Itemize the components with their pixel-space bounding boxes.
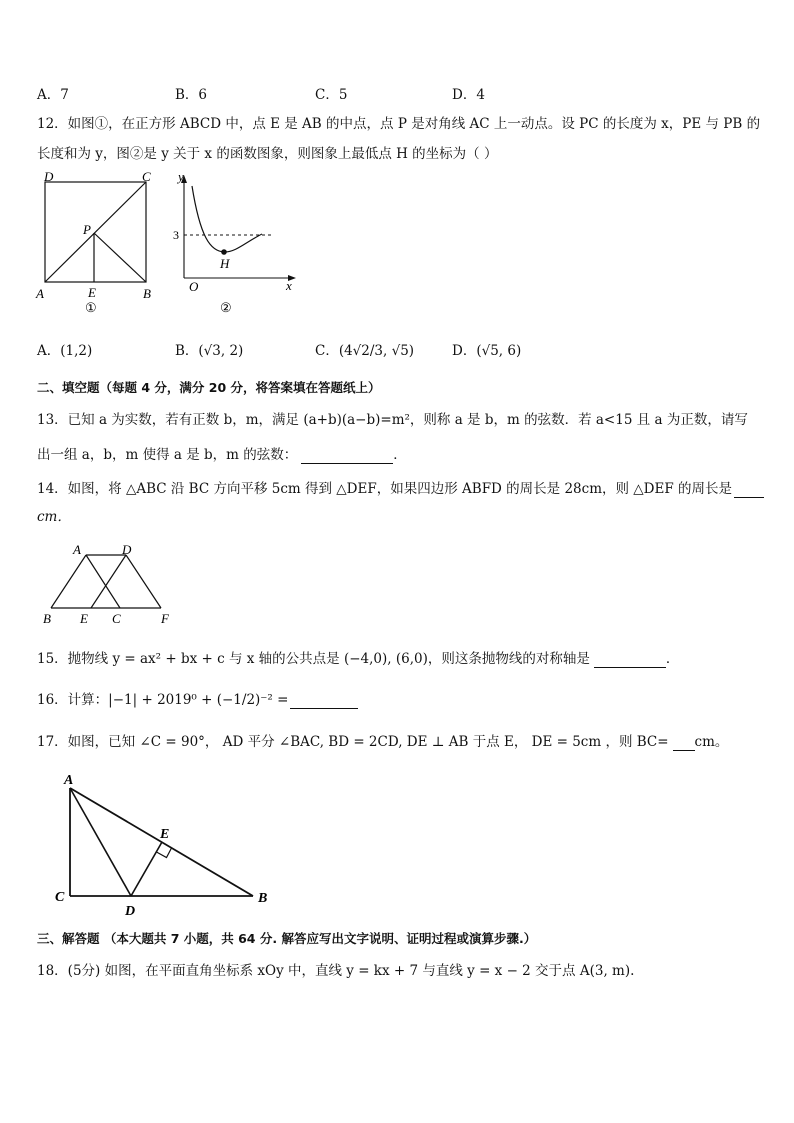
q14-label-b: B bbox=[43, 611, 51, 626]
fig2-label-h: H bbox=[220, 256, 230, 271]
q12-option-b: B．(√3, 2) bbox=[175, 343, 244, 359]
q14-label-d: D bbox=[122, 542, 132, 557]
section-2-header: 二、填空题（每题 4 分，满分 20 分，将答案填在答题纸上） bbox=[37, 380, 381, 395]
q17-label-a: A bbox=[64, 773, 74, 788]
fig1-label-c: C bbox=[142, 169, 151, 184]
q15-stem: 15．抛物线 y = ax² + bx + c 与 x 轴的公共点是 (−4,0), (6,0)，则这条抛物线的对称轴是 ． bbox=[37, 651, 680, 667]
q13-stem-line1: 13．已知 a 为实数，若有正数 b，m，满足 (a+b)(a−b)=m²，则称 a 是 b，m 的弦数．若 a<15 且 a 为正数，请写 bbox=[37, 412, 748, 428]
q13-stem-line2: 出一组 a，b，m 使得 a 是 b，m 的弦数： ． bbox=[37, 447, 407, 463]
q14-figure-translation bbox=[40, 540, 180, 628]
q11-option-d: D．4 bbox=[452, 87, 485, 103]
q12-option-c: C．(4√2/3, √5) bbox=[315, 343, 415, 359]
fig1-label-e: E bbox=[88, 285, 96, 300]
q17-label-d: D bbox=[125, 904, 136, 919]
fig1-label-p: P bbox=[83, 222, 91, 237]
q17-answer-blank[interactable] bbox=[673, 736, 695, 751]
q17-label-b: B bbox=[258, 891, 268, 906]
q14-stem-line1-text: 14．如图，将 △ABC 沿 BC 方向平移 5cm 得到 △DEF，如果四边形 ABFD 的周长是 28cm，则 △DEF 的周长是 bbox=[37, 481, 733, 497]
q15-stem-text: 15．抛物线 y = ax² + bx + c 与 x 轴的公共点是 (−4,0), (6,0)，则这条抛物线的对称轴是 bbox=[37, 651, 590, 667]
fig2-caption: ② bbox=[220, 300, 232, 315]
q12-option-d: D．(√5, 6) bbox=[452, 343, 522, 359]
q15-answer-blank[interactable] bbox=[594, 653, 666, 668]
fig2-label-o: O bbox=[189, 279, 199, 294]
q13-stem-line2-text: 出一组 a，b，m 使得 a 是 b，m 的弦数： bbox=[37, 447, 298, 463]
q17-stem bbox=[37, 733, 728, 751]
fig1-label-a: A bbox=[36, 286, 44, 301]
section-3-header: 三、解答题 （本大题共 7 小题，共 64 分. 解答应写出文字说明、证明过程或演算步骤.） bbox=[37, 931, 537, 946]
q14-label-f: F bbox=[161, 611, 169, 626]
q17-label-e: E bbox=[160, 827, 170, 842]
q13-answer-blank[interactable] bbox=[301, 449, 393, 464]
q16-stem bbox=[37, 691, 358, 709]
q12-figure-graph bbox=[170, 166, 305, 316]
q14-stem-line1 bbox=[37, 480, 764, 498]
fig2-label-y: y bbox=[178, 169, 184, 184]
fig2-label-three: 3 bbox=[173, 228, 179, 242]
q12-figure-square bbox=[33, 166, 163, 316]
q12-option-a: A．(1,2) bbox=[37, 343, 93, 359]
q17-stem-text: 17．如图，已知 ∠C = 90°， AD 平分 ∠BAC, BD = 2CD, DE ⊥ AB 于点 E， DE = 5cm ，则 BC= bbox=[37, 734, 669, 750]
q18-stem: 18．(5分) 如图，在平面直角坐标系 xOy 中，直线 y = kx + 7 与直线 y = x − 2 交于点 A(3, m). bbox=[37, 963, 635, 979]
q17-figure-triangle bbox=[50, 768, 280, 923]
q11-option-b: B．6 bbox=[175, 87, 208, 103]
q17-label-c: C bbox=[55, 890, 65, 905]
q14-stem-line2: cm． bbox=[37, 509, 71, 525]
q17-stem-tail: cm。 bbox=[694, 734, 729, 750]
q12-stem-line1: 12．如图①，在正方形 ABCD 中，点 E 是 AB 的中点，点 P 是对角线 AC 上一动点。设 PC 的长度为 x，PE 与 PB 的 bbox=[37, 116, 761, 132]
q14-label-c: C bbox=[112, 611, 121, 626]
fig2-label-x: x bbox=[286, 278, 292, 293]
q14-answer-blank[interactable] bbox=[734, 483, 764, 498]
q11-option-a: A．7 bbox=[37, 87, 69, 103]
q12-stem-line2: 长度和为 y，图②是 y 关于 x 的函数图象，则图象上最低点 H 的坐标为（ ） bbox=[37, 146, 498, 162]
fig1-label-b: B bbox=[143, 286, 151, 301]
fig1-label-d: D bbox=[44, 169, 54, 184]
q16-answer-blank[interactable] bbox=[290, 694, 358, 709]
q14-label-e: E bbox=[80, 611, 88, 626]
q11-option-c: C．5 bbox=[315, 87, 348, 103]
fig1-caption: ① bbox=[85, 300, 97, 315]
q16-stem-text: 16．计算：|−1| + 2019⁰ + (−1/2)⁻² = bbox=[37, 692, 289, 708]
q14-label-a: A bbox=[73, 542, 81, 557]
